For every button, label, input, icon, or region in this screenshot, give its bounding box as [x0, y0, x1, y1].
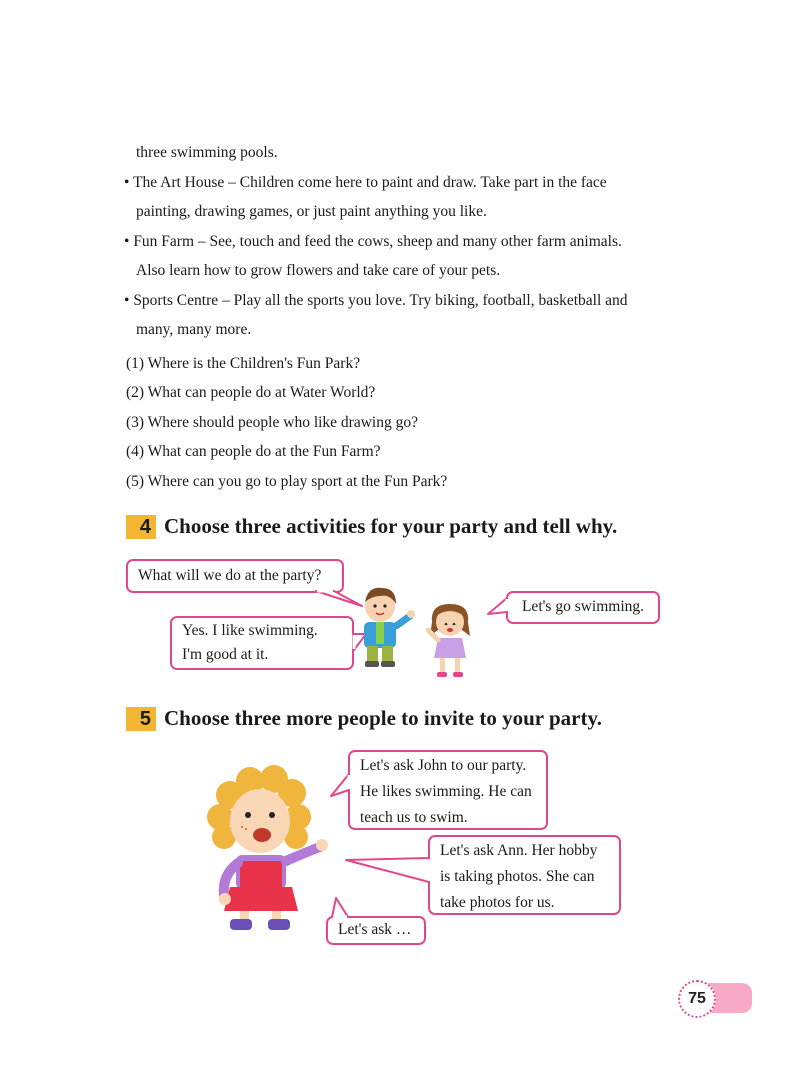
question-4: (4) What can people do at the Fun Farm?	[126, 443, 381, 460]
section-title: Choose three more people to invite to your party.	[164, 706, 603, 730]
section-number-badge: 4	[126, 515, 156, 539]
section-5-heading	[126, 706, 602, 731]
question-2: (2) What can people do at Water World?	[126, 384, 376, 401]
reading-line-art-house: • The Art House – Children come here to paint and draw. Take part in the face	[124, 174, 607, 192]
question-3: (3) Where should people who like drawing go?	[126, 414, 418, 431]
section-title: Choose three activities for your party and tell why.	[164, 514, 618, 538]
speech-bubble-girl	[506, 591, 660, 624]
bubble-text: I'm good at it.	[182, 646, 269, 663]
bubble-text: What will we do at the party?	[138, 567, 322, 584]
reading-line: painting, drawing games, or just paint anything you like.	[136, 203, 487, 220]
reading-line: many, many more.	[136, 321, 252, 338]
section-number-badge: 5	[126, 707, 156, 731]
speech-bubble-ann	[428, 835, 621, 915]
bubble-text: He likes swimming. He can	[360, 783, 532, 800]
bubble-text: take photos for us.	[440, 894, 555, 911]
speech-bubble-lets-ask	[326, 916, 426, 945]
bubble-text: Let's go swimming.	[521, 598, 645, 615]
bubble-tail	[342, 852, 432, 886]
bubble-text: Let's ask John to our party.	[360, 757, 527, 774]
boy-illustration	[350, 582, 420, 668]
section-4-heading	[126, 514, 617, 539]
question-1: (1) Where is the Children's Fun Park?	[126, 355, 361, 372]
reading-line: Also learn how to grow flowers and take care of your pets.	[136, 262, 501, 279]
bubble-tail	[328, 770, 352, 800]
speech-bubble-john	[348, 750, 548, 830]
reading-line-fun-farm: • Fun Farm – See, touch and feed the cows, sheep and many other farm animals.	[124, 233, 622, 251]
bubble-text: Let's ask …	[338, 921, 412, 938]
reading-line: three swimming pools.	[136, 144, 278, 161]
curly-girl-illustration	[200, 765, 330, 935]
page-number: 75	[678, 980, 716, 1018]
bubble-tail	[326, 894, 356, 920]
question-5: (5) Where can you go to play sport at the Fun Park?	[126, 473, 448, 490]
girl-illustration	[418, 600, 488, 680]
bubble-text: Yes. I like swimming.	[182, 622, 318, 639]
bubble-text: teach us to swim.	[360, 809, 468, 826]
speech-bubble-boy-answer	[170, 616, 354, 670]
bubble-text: Let's ask Ann. Her hobby	[440, 842, 598, 859]
bubble-text: is taking photos. She can	[440, 868, 595, 885]
reading-line-sports-centre: • Sports Centre – Play all the sports you love. Try biking, football, basketball and	[124, 292, 628, 310]
